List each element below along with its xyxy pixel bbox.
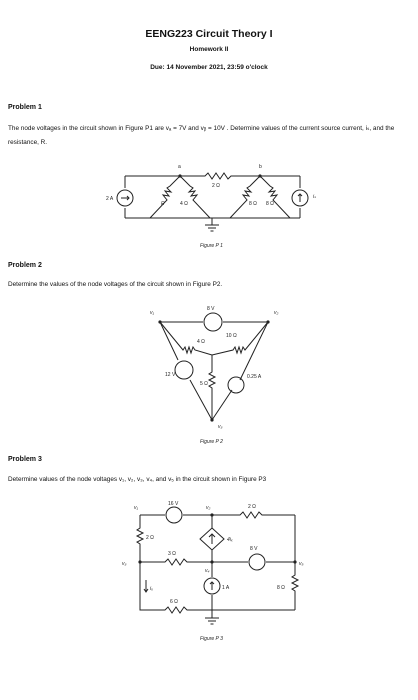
p3-v1-label: v₁: [134, 505, 139, 511]
problem3-text: Determine values of the node voltages v₁, v₂, v₃, v₄, and v₅ in the circuit shown in Figure P3: [8, 476, 267, 483]
p3-r6-label: 6 Ω: [170, 599, 178, 605]
problem2-title: Problem 2: [8, 262, 42, 269]
p2-i025-label: 0.25 A: [247, 374, 262, 380]
p3-ix-label: iₓ: [150, 586, 154, 592]
p2-v3-label: v₃: [218, 424, 223, 430]
problem1-title: Problem 1: [8, 104, 42, 111]
document-title: EENG223 Circuit Theory I: [145, 28, 273, 40]
p1-src-label: 2 A: [106, 196, 114, 202]
p3-v4-label: v₄: [205, 568, 210, 574]
p3-r8-label: 8 Ω: [277, 585, 285, 591]
p3-v8-label: 8 V: [250, 546, 258, 552]
homework-label: Homework II: [189, 46, 229, 53]
figure-p3-caption: Figure P 3: [200, 636, 223, 642]
p3-r3-label: 3 Ω: [168, 551, 176, 557]
figure-p2-caption: Figure P 2: [200, 439, 223, 445]
p3-dep-label: 4iₓ: [227, 537, 233, 543]
problem3-title: Problem 3: [8, 456, 42, 463]
p1-node-a: a: [178, 164, 181, 170]
p3-v5-label: v₅: [299, 561, 304, 567]
due-date: Due: 14 November 2021, 23:59 o'clock: [150, 64, 268, 71]
p2-v2-label: v₂: [274, 310, 279, 316]
p3-r2top-label: 2 Ω: [248, 504, 256, 510]
p1-node-b: b: [259, 164, 262, 170]
p2-v12-label: 12 V: [165, 372, 176, 378]
p1-R-label: R: [161, 201, 165, 207]
p2-v8-label: 8 V: [207, 306, 215, 312]
p3-v16-label: 16 V: [168, 501, 179, 507]
p3-v3-label: v₃: [122, 561, 127, 567]
problem1-text: The node voltages in the circuit shown in Figure P1 are vₐ = 7V and vᵦ = 10V . Determine values of the current source current, iₛ, and the resistance, R.: [8, 125, 395, 146]
problem2-text: Determine the values of the node voltages of the circuit shown in Figure P2.: [8, 281, 223, 288]
p2-v1-label: v₁: [150, 310, 155, 316]
p3-r2left-label: 2 Ω: [146, 535, 154, 541]
p2-r5-label: 5 Ω: [200, 381, 208, 387]
p3-i1-label: 1 A: [222, 585, 230, 591]
p3-v2-label: v₂: [206, 505, 211, 511]
p2-r4-label: 4 Ω: [197, 339, 205, 345]
p1-is-label: iₛ: [313, 194, 316, 200]
p1-r8a-label: 8 Ω: [249, 201, 257, 207]
p2-r10-label: 10 Ω: [226, 333, 237, 339]
p1-r2-label: 2 Ω: [212, 183, 220, 189]
p1-r4-label: 4 Ω: [180, 201, 188, 207]
figure-p1-caption: Figure P 1: [200, 243, 223, 249]
p1-r8b-label: 8 Ω: [266, 201, 274, 207]
